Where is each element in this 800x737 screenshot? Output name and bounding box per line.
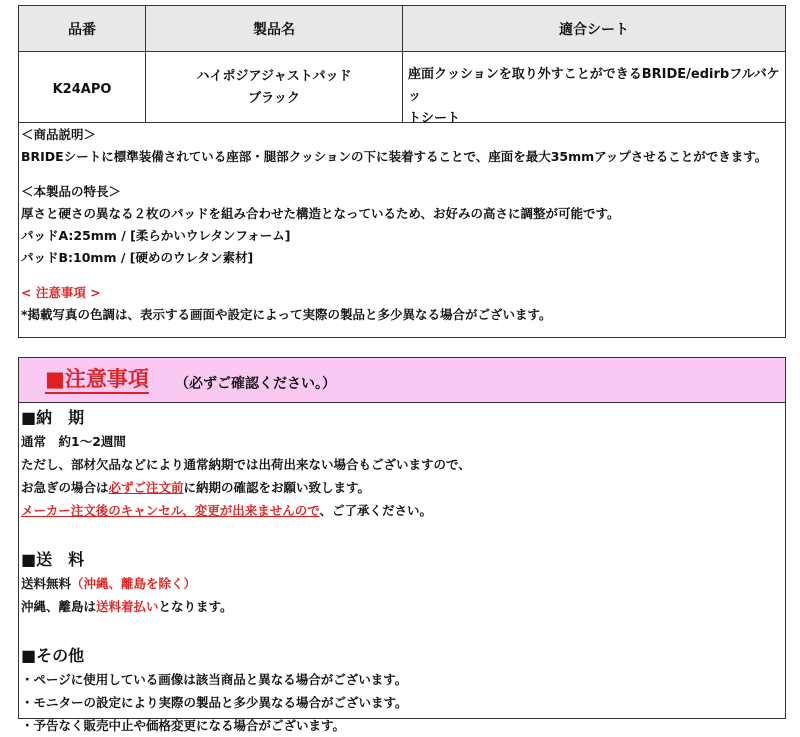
product-name-line2: ブラック (248, 91, 300, 106)
header-product-name: 製品名 (146, 6, 403, 51)
features-heading: ＜本製品の特長＞ (21, 184, 122, 199)
seat-line2: トシート (408, 111, 461, 126)
seat-line1: 座面クッションを取り外すことができるBRIDE/edirbフルバケッ (408, 67, 780, 104)
notice-banner (19, 358, 785, 403)
notice-title: ■注意事項 (45, 367, 149, 394)
delivery-line3 (21, 476, 781, 499)
notice-content (21, 405, 781, 737)
product-name (146, 52, 403, 122)
delivery-normal: 通常 約1～2週間 (21, 434, 126, 449)
delivery-heading: ■納 期 (21, 408, 85, 427)
header-compatible-seat: 適合シート (559, 21, 629, 38)
notice-box (18, 357, 786, 733)
shipping-line2-tail: となります。 (158, 599, 233, 614)
shipping-heading: ■送 料 (21, 550, 85, 569)
delivery-line3-tail: に納期の確認をお願い致します。 (183, 480, 371, 495)
features-text: 厚さと硬さの異なる２枚のパッドを組み合わせた構造となっているため、お好みの高さに調整が可能です。 (21, 206, 620, 221)
shipping-collect: 送料着払い (96, 599, 159, 614)
product-table (18, 5, 786, 338)
shipping-line2-text: 沖縄、離島は (21, 599, 97, 614)
delivery-line2: ただし、部材欠品などにより通常納期では出荷出来ない場合もございますので、 (21, 457, 471, 472)
header-part-number: 品番 (19, 6, 146, 51)
pad-b-spec: パッドB:10mm / [硬めのウレタン素材] (21, 250, 254, 265)
shipping-free: 送料無料 (21, 576, 72, 591)
description-heading: ＜商品説明＞ (21, 127, 97, 142)
delivery-line3-text: お急ぎの場合は (21, 480, 109, 495)
delivery-line4-tail: 、ご了承ください。 (319, 503, 433, 518)
pad-a-spec: パッドA:25mm / [柔らかいウレタンフォーム] (21, 228, 291, 243)
notice-subtitle: （必ずご確認ください。） (175, 376, 336, 392)
list-item: ・予告なく販売中止や価格変更になる場合がございます。 (21, 718, 346, 733)
shipping-line2 (21, 595, 781, 618)
table-row (19, 52, 785, 126)
product-name-line1: ハイポジアジャストパッド (196, 69, 352, 84)
caution-text: *掲載写真の色調は、表示する画面や設定によって実際の製品と多少異なる場合がございます。 (21, 307, 552, 322)
list-item: ・モニターの設定により実際の製品と多少異なる場合がございます。 (21, 695, 408, 710)
table-header-row (19, 6, 785, 52)
delivery-line4-emphasis: メーカー注文後のキャンセル、変更が出来ませんので (21, 503, 320, 518)
part-number: K24APO (19, 52, 146, 122)
other-heading: ■その他 (21, 646, 85, 665)
product-description (21, 124, 781, 326)
list-item: ・ページに使用している画像は該当商品と異なる場合がございます。 (21, 672, 408, 687)
description-text: BRIDEシートに標準装備されている座部・腿部クッションの下に装着することで、座面を最大35mmアップさせることができます。 (21, 149, 768, 164)
shipping-line1 (21, 572, 781, 595)
shipping-exclusion: （沖縄、離島を除く） (71, 576, 197, 591)
caution-heading: < 注意事項 > (21, 285, 101, 300)
delivery-line4 (21, 499, 781, 522)
compatible-seat (403, 52, 785, 126)
delivery-line3-emphasis: 必ずご注文前 (108, 480, 184, 495)
